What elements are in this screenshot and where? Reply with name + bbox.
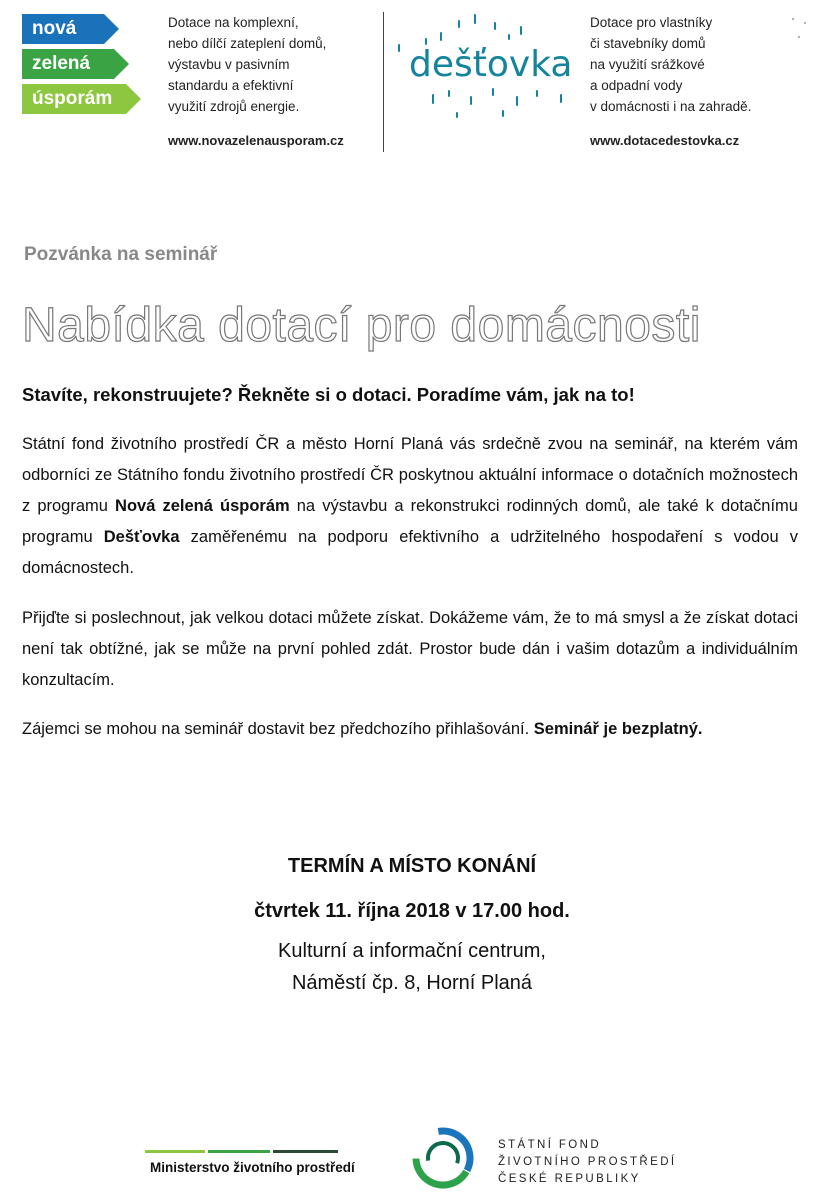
destovka-logo-text: dešťovka	[409, 44, 573, 85]
ministry-name: Ministerstvo životního prostředí	[150, 1160, 355, 1175]
nzu-arrow-2	[114, 49, 129, 79]
nzu-desc-line: využití zdrojů energie.	[168, 99, 300, 114]
event-address: Náměstí čp. 8, Horní Planá	[291, 972, 533, 994]
raindrop-icon	[432, 94, 434, 104]
paragraph-intro	[22, 429, 798, 584]
nzu-url-link[interactable]: www.novazelenausporam.cz	[168, 133, 344, 148]
destovka-desc-line: Dotace pro vlastníky	[590, 15, 713, 30]
sfzp-logo-icon	[410, 1125, 476, 1191]
nzu-desc-line: standardu a efektivní	[168, 78, 294, 93]
destovka-desc-line: a odpadní vody	[590, 78, 683, 93]
event-date: čtvrtek 11. října 2018 v 17.00 hod.	[254, 900, 570, 922]
raindrop-icon	[440, 32, 442, 41]
nzu-description	[168, 12, 326, 117]
destovka-url-link[interactable]: www.dotacedestovka.cz	[590, 133, 740, 148]
fund-name	[498, 1137, 677, 1188]
paragraph-text: Státní fond životního prostředí ČR a město Horní Planá vás srdečně zvou na seminář, na kterém vám odborníci ze Státního fondu životního prostředí ČR poskytnou aktuální informace o dotačních možnostech z programu	[22, 435, 798, 515]
scan-speck	[798, 36, 800, 38]
nzu-logo-line2: zelená	[22, 49, 114, 79]
raindrop-icon	[560, 94, 562, 103]
nzu-desc-line: nebo dílčí zateplení domů,	[168, 36, 327, 51]
raindrop-icon	[536, 90, 538, 97]
fund-name-line: STÁTNÍ FOND	[498, 1139, 602, 1151]
paragraph-note	[22, 714, 798, 745]
lead-text: Stavíte, rekonstruujete? Řekněte si o dotaci. Poradíme vám, jak na to!	[22, 384, 635, 405]
program-name-destovka: Dešťovka	[103, 528, 180, 546]
nzu-arrow-3	[126, 84, 141, 114]
raindrop-icon	[516, 96, 518, 106]
nzu-desc-line: výstavbu v pasivním	[168, 57, 290, 72]
fund-name-line: ČESKÉ REPUBLIKY	[498, 1173, 641, 1185]
page-title: Nabídka dotací pro domácnosti	[22, 299, 701, 352]
destovka-desc-line: v domácnosti i na zahradě.	[590, 99, 752, 114]
raindrop-icon	[398, 44, 400, 52]
nzu-desc-line: Dotace na komplexní,	[168, 15, 299, 30]
nzu-logo-line3: úsporám	[22, 84, 126, 114]
destovka-desc-line: či stavebníky domů	[590, 36, 706, 51]
raindrop-icon	[448, 90, 450, 97]
raindrop-icon	[508, 34, 510, 40]
nzu-arrow-1	[104, 14, 119, 44]
ministry-bar	[273, 1150, 338, 1153]
raindrop-icon	[456, 112, 458, 118]
nzu-logo-line1: nová	[22, 14, 104, 44]
paragraph-text: na výstavbu a rekonstrukci rodinných domů, ale také k dotačnímu programu	[22, 497, 798, 546]
raindrop-icon	[492, 88, 494, 96]
paragraph-text: zaměřenému na podporu efektivního a udržitelného hospodaření s vodou v domácnostech.	[22, 528, 798, 577]
page-subtitle: Pozvánka na seminář	[24, 244, 218, 265]
raindrop-icon	[474, 14, 476, 24]
raindrop-icon	[520, 26, 522, 35]
paragraph-invite: Přijďte si poslechnout, jak velkou dotaci můžete získat. Dokážeme vám, že to má smysl a že získat dotaci není tak obtížné, jak se může na první pohled zdát. Prostor bude dán i vašim dotazům a individuálním konzultacím.	[22, 609, 798, 689]
paragraph-text: Zájemci se mohou na seminář dostavit bez předchozího přihlašování.	[22, 720, 534, 738]
destovka-desc-line: na využití srážkové	[590, 57, 705, 72]
ministry-bar	[145, 1150, 205, 1153]
scan-speck	[804, 22, 806, 24]
program-name-nzu: Nová zelená úsporám	[115, 497, 290, 515]
raindrop-icon	[502, 110, 504, 117]
raindrop-icon	[494, 22, 496, 30]
scan-speck	[792, 18, 794, 20]
destovka-description	[590, 12, 751, 117]
raindrop-icon	[470, 96, 472, 105]
ministry-bar	[208, 1150, 270, 1153]
header-divider	[383, 12, 384, 152]
free-seminar-note: Seminář je bezplatný.	[533, 720, 703, 738]
raindrop-icon	[458, 20, 460, 28]
event-heading: TERMÍN A MÍSTO KONÁNÍ	[287, 855, 537, 877]
event-venue: Kulturní a informační centrum,	[278, 940, 546, 962]
fund-name-line: ŽIVOTNÍHO PROSTŘEDÍ	[498, 1156, 677, 1168]
